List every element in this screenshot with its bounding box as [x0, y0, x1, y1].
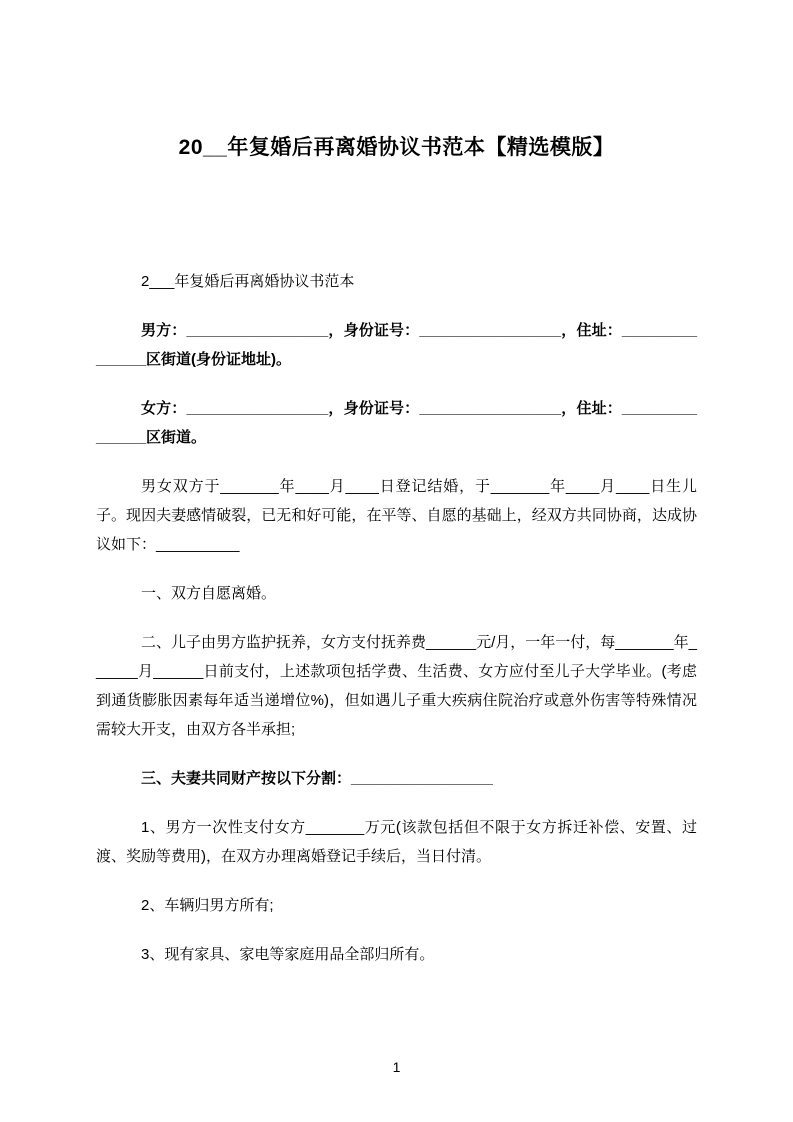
paragraph-clause-3-property-division: 三、夫妻共同财产按以下分割：_________________ — [141, 770, 493, 787]
paragraph-item-2-vehicle: 2、车辆归男方所有; — [141, 897, 274, 914]
paragraph-clause-2-child-custody: 二、儿子由男方监护抚养，女方支付抚养费______元/月，一年一付，每_______年______月______日前支付，上述款项包括学费、生活费、女方应付至儿子大学毕业。(考虑到通货膨胀因素每年适当递增位%)，但如遇儿子重大疾病住院治疗或意外伤害等特殊情况需较大开支，由双方各半承担; — [96, 634, 697, 738]
paragraph-subtitle: 2___年复婚后再离婚协议书范本 — [141, 273, 355, 290]
paragraph-item-1-payment: 1、男方一次性支付女方_______万元(该款包括但不限于女方拆迁补偿、安置、过渡、奖励等费用)，在双方办理离婚登记手续后，当日付清。 — [96, 819, 697, 865]
paragraph-husband-info: 男方：_________________，身份证号：_________________，住址：_______________区街道(身份证地址)。 — [96, 322, 697, 368]
document-title: 20__年复婚后再离婚协议书范本【精选模版】 — [178, 136, 615, 159]
paragraph-item-3-household-goods: 3、现有家具、家电等家庭用品全部归所有。 — [141, 946, 435, 963]
paragraph-clause-1-voluntary-divorce: 一、双方自愿离婚。 — [141, 585, 277, 602]
document-body — [96, 267, 697, 969]
paragraph-marriage-background: 男女双方于_______年____月____日登记结婚，于_______年____月____日生儿子。现因夫妻感情破裂，已无和好可能，在平等、自愿的基础上，经双方共同协商，达成协议如下：__________ — [96, 478, 697, 553]
page-number: 1 — [392, 1059, 401, 1075]
paragraph-wife-info: 女方：_________________，身份证号：_________________，住址：_______________区街道。 — [96, 400, 697, 446]
